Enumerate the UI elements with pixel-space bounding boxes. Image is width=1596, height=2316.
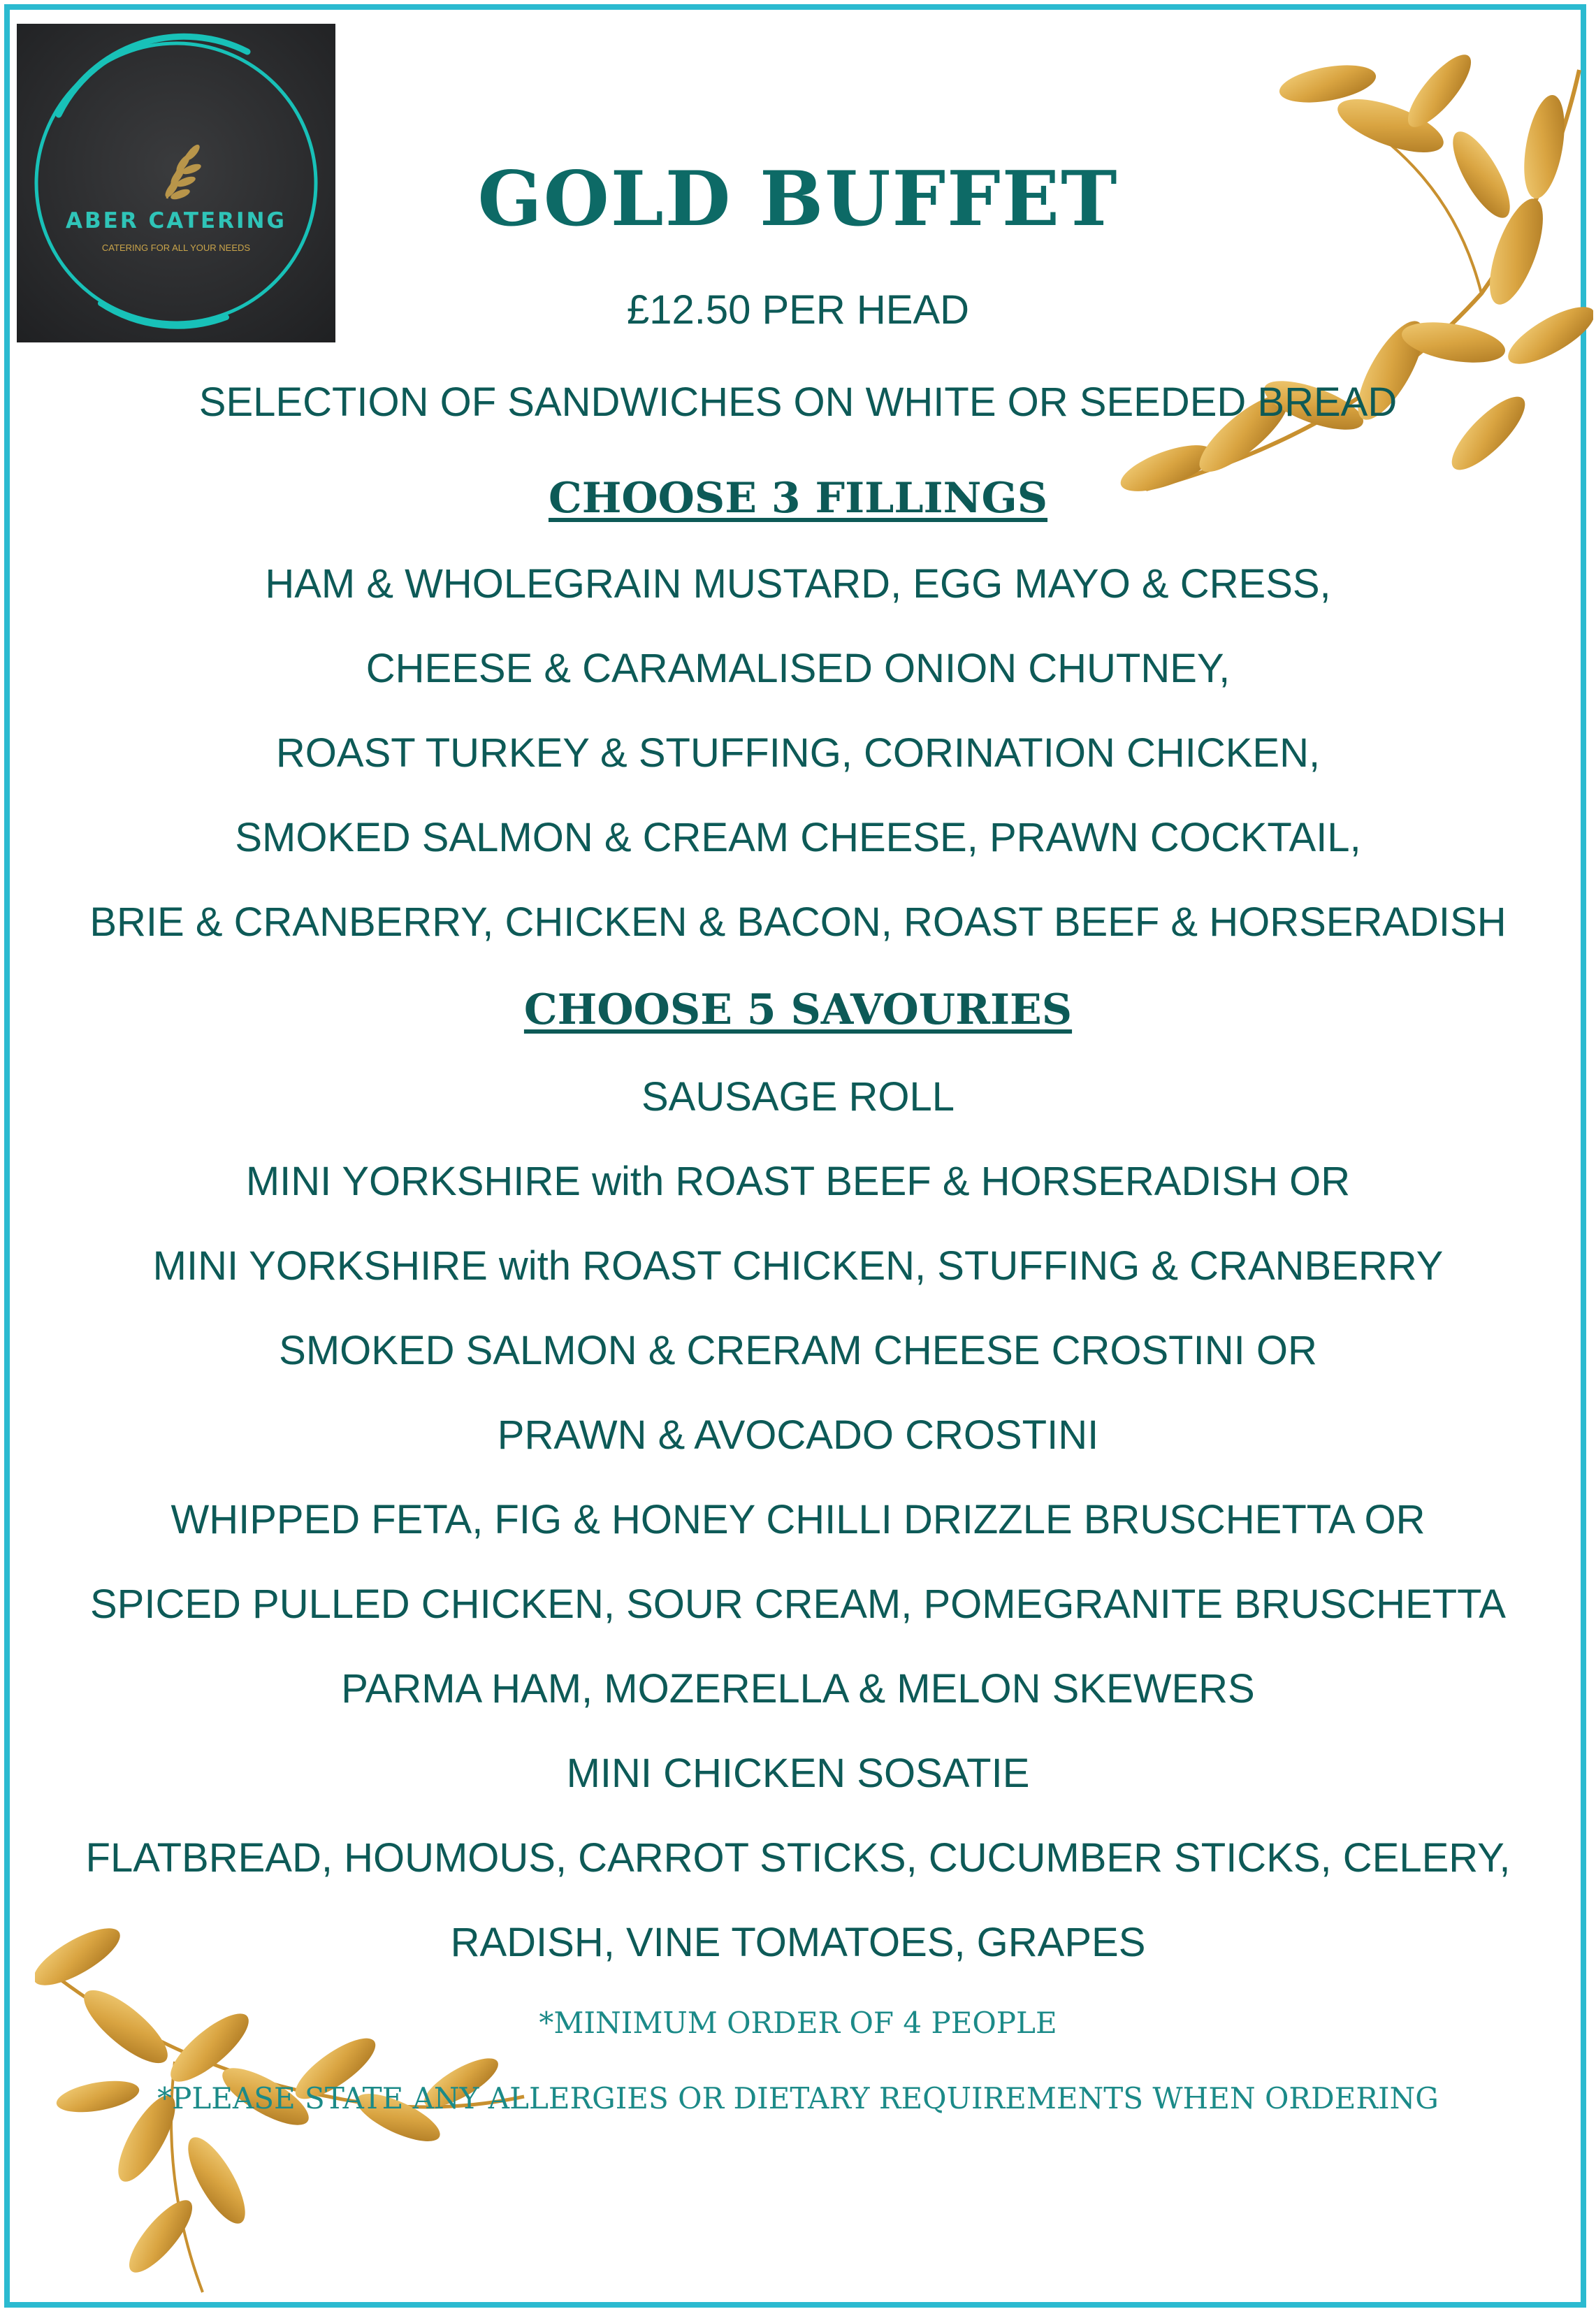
savoury-line: FLATBREAD, HOUMOUS, CARROT STICKS, CUCUMBER STICKS, CELERY, — [85, 1835, 1511, 1881]
savoury-line: MINI YORKSHIRE with ROAST CHICKEN, STUFFING & CRANBERRY — [152, 1243, 1444, 1289]
logo-tagline: CATERING FOR ALL YOUR NEEDS — [101, 243, 251, 253]
savoury-line: MINI YORKSHIRE with ROAST BEEF & HORSERADISH OR — [245, 1159, 1351, 1204]
savoury-line: PARMA HAM, MOZERELLA & MELON SKEWERS — [341, 1666, 1255, 1711]
savouries-heading: CHOOSE 5 SAVOURIES — [523, 985, 1073, 1034]
intro-line: SELECTION OF SANDWICHES ON WHITE OR SEEDED BREAD — [198, 379, 1398, 425]
price-line: £12.50 PER HEAD — [626, 287, 970, 333]
filling-line: ROAST TURKEY & STUFFING, CORINATION CHICKEN, — [275, 730, 1321, 776]
filling-line: CHEESE & CARAMALISED ONION CHUTNEY, — [365, 646, 1231, 691]
logo-brand-name: ABER CATERING — [66, 208, 286, 233]
fillings-heading: CHOOSE 3 FILLINGS — [548, 474, 1048, 523]
minimum-order-note: *MINIMUM ORDER OF 4 PEOPLE — [539, 2006, 1057, 2040]
savoury-line: SPICED PULLED CHICKEN, SOUR CREAM, POMEGRANITE BRUSCHETTA — [89, 1582, 1506, 1627]
savoury-line: SAUSAGE ROLL — [641, 1074, 955, 1120]
savoury-line: WHIPPED FETA, FIG & HONEY CHILLI DRIZZLE BRUSCHETTA OR — [171, 1497, 1425, 1542]
page-title: GOLD BUFFET — [477, 155, 1119, 243]
savoury-line: SMOKED SALMON & CRERAM CHEESE CROSTINI OR — [279, 1328, 1317, 1373]
filling-line: SMOKED SALMON & CREAM CHEESE, PRAWN COCKTAIL, — [235, 815, 1361, 860]
savoury-line: MINI CHICKEN SOSATIE — [566, 1751, 1030, 1796]
filling-line: BRIE & CRANBERRY, CHICKEN & BACON, ROAST BEEF & HORSERADISH — [89, 899, 1507, 945]
filling-line: HAM & WHOLEGRAIN MUSTARD, EGG MAYO & CRESS, — [265, 561, 1331, 607]
allergy-note: *PLEASE STATE ANY ALLERGIES OR DIETARY REQUIREMENTS WHEN ORDERING — [157, 2081, 1439, 2115]
savoury-line: RADISH, VINE TOMATOES, GRAPES — [450, 1920, 1146, 1965]
savoury-line: PRAWN & AVOCADO CROSTINI — [497, 1412, 1099, 1458]
